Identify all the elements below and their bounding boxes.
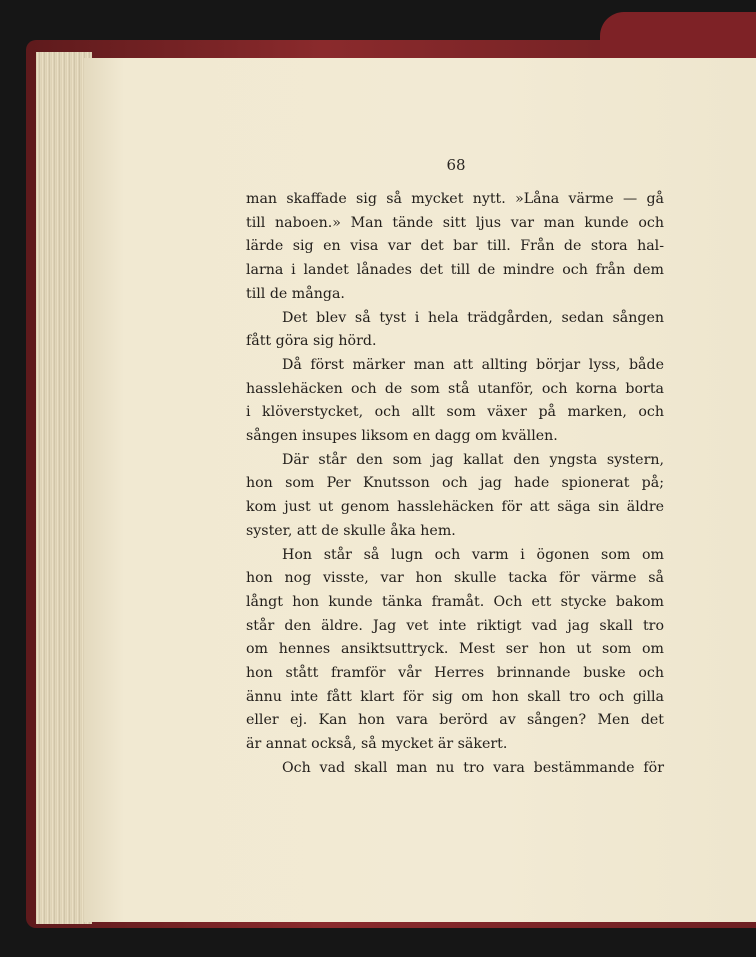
text-line: sången insupes liksom en dagg om kvällen. <box>246 428 558 445</box>
text-line: till de många. <box>246 285 345 302</box>
text-line: Det blev så tyst i hela trädgården, sedan sången <box>282 309 664 326</box>
body-text <box>246 188 664 781</box>
text-line: larna i landet lånades det till de mindre och från dem <box>246 262 664 279</box>
text-line: syster, att de skulle åka hem. <box>246 522 456 539</box>
text-line: Hon står så lugn och varm i ögonen som om <box>282 546 664 563</box>
text-line: till naboen.» Man tände sitt ljus var man kunde och <box>246 214 664 231</box>
text-line: Där står den som jag kallat den yngsta systern, <box>282 451 664 468</box>
text-line: fått göra sig hörd. <box>246 333 377 350</box>
text-line: hon stått framför vår Herres brinnande buske och <box>246 665 664 682</box>
text-line: om hennes ansiktsuttryck. Mest ser hon ut som om <box>246 641 664 658</box>
text-line: hon nog visste, var hon skulle tacka för värme så <box>246 570 664 587</box>
text-line: Då först märker man att allting börjar lyss, både <box>282 356 664 373</box>
text-line: är annat också, så mycket är säkert. <box>246 736 508 753</box>
text-line: ännu inte fått klart för sig om hon skall tro och gilla <box>246 688 664 705</box>
text-line: kom just ut genom hasslehäcken för att säga sin äldre <box>246 499 664 516</box>
text-line: i klöverstycket, och allt som växer på marken, och <box>246 404 664 421</box>
text-line: man skaffade sig så mycket nytt. »Låna värme — gå <box>246 191 664 207</box>
text-line: står den äldre. Jag vet inte riktigt vad jag skall tro <box>246 617 664 634</box>
text-line: eller ej. Kan hon vara berörd av sången? Men det <box>246 712 664 729</box>
text-line: hasslehäcken och de som stå utanför, och korna borta <box>246 380 664 397</box>
text-line: Och vad skall man nu tro vara bestämmande för <box>282 759 664 776</box>
text-line: lärde sig en visa var det bar till. Från de stora hal- <box>246 238 664 255</box>
text-line: långt hon kunde tänka framåt. Och ett stycke bakom <box>246 593 664 610</box>
text-line: hon som Per Knutsson och jag hade spionerat på; <box>246 475 664 492</box>
book-spine <box>600 12 756 58</box>
page-number: 68 <box>446 156 466 174</box>
